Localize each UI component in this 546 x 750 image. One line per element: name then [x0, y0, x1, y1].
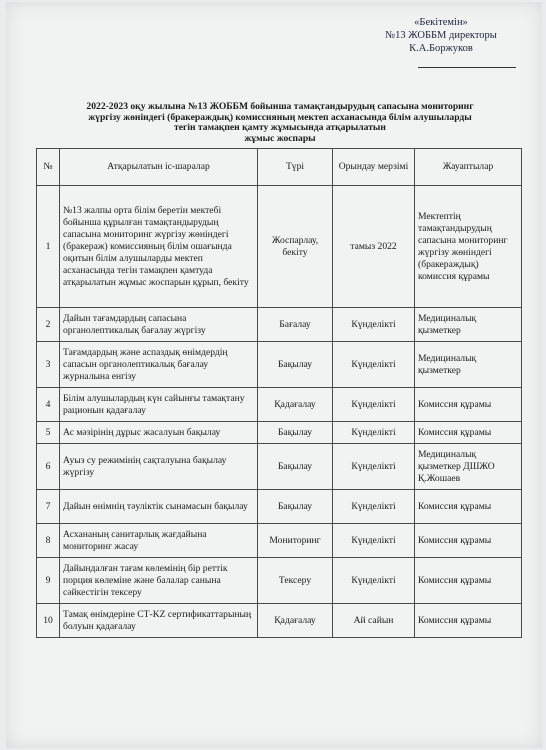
row-task: №13 жалпы орта білім беретін мектебі бойынша құрылған тамақтандырудың сапасына мониторинг жүргізу жөніндегі (бракераж) комиссияның білім ошағында оқитын білім алушыларды мектеп асханасында тегін тамақпен қамтуда атқарылатын жұмыс жоспарын құрып, бекіту: [60, 186, 258, 308]
row-number: 9: [37, 558, 60, 604]
title-line-4: жұмыс жоспары: [244, 132, 316, 144]
approval-name: К.А.Боржуков: [409, 43, 473, 54]
approval-title: «Бекітемін»: [414, 17, 468, 28]
row-deadline: Күнделікті: [333, 490, 415, 524]
table-header-row: [37, 149, 522, 186]
header-task: Атқарылатын іс-шаралар: [60, 149, 258, 186]
table-row: [37, 308, 522, 342]
header-deadline: Орындау мерзімі: [333, 149, 415, 186]
header-type: Түрі: [258, 149, 333, 186]
row-deadline: Күнделікті: [333, 422, 415, 444]
row-responsible: Комиссия құрамы: [415, 524, 522, 558]
row-number: 4: [37, 388, 60, 422]
row-responsible: Комиссия құрамы: [415, 604, 522, 638]
row-type: Жоспарлау, бекіту: [258, 186, 333, 308]
row-deadline: Күнделікті: [333, 524, 415, 558]
row-deadline: Күнделікті: [333, 558, 415, 604]
row-responsible: Мектептің тамақтандырудың сапасына мониторинг жүргізу жөніндегі (бракераждық) комиссия құрамы: [415, 186, 522, 308]
row-number: 1: [37, 186, 60, 308]
row-task: Асхананың санитарлық жағдайына мониторинг жасау: [60, 524, 258, 558]
work-plan-table: [36, 148, 522, 638]
document-title: [36, 102, 524, 144]
row-deadline: тамыз 2022: [333, 186, 415, 308]
header-number: №: [37, 149, 60, 186]
row-task: Тамақ өнімдеріне СТ-KZ сертификаттарының болуын қадағалау: [60, 604, 258, 638]
row-deadline: Күнделікті: [333, 308, 415, 342]
row-number: 10: [37, 604, 60, 638]
row-number: 3: [37, 342, 60, 388]
title-line-3: тегін тамақпен қамту жұмысында атқарылатын: [174, 122, 386, 134]
row-task: Дайын тағамдардың сапасына органолептикалық бағалау жүргізу: [60, 308, 258, 342]
row-type: Бақылау: [258, 342, 333, 388]
row-type: Бағалау: [258, 308, 333, 342]
row-type: Мониторинг: [258, 524, 333, 558]
approval-stamp: [366, 16, 516, 68]
row-task: Ас мәзірінің дұрыс жасалуын бақылау: [60, 422, 258, 444]
table-row: [37, 558, 522, 604]
table-row: [37, 422, 522, 444]
title-line-1: 2022-2023 оқу жылына №13 ЖОББМ бойынша тамақтандырудың сапасына мониторинг: [86, 101, 474, 112]
row-number: 5: [37, 422, 60, 444]
row-task: Дайындалған тағам көлемінің бір реттік порция көлеміне және балалар санына сәйкестігін тексеру: [60, 558, 258, 604]
signature-line: [418, 57, 516, 68]
row-responsible: Комиссия құрамы: [415, 388, 522, 422]
approval-position: №13 ЖОББМ директоры: [385, 30, 497, 41]
row-type: Бақылау: [258, 490, 333, 524]
row-responsible: Комиссия құрамы: [415, 422, 522, 444]
row-type: Қадағалау: [258, 604, 333, 638]
title-line-2: жүргізу жөніндегі (бракераждық) комиссияның мектеп асханасында білім алушыларды: [88, 111, 472, 123]
row-task: Ауыз су режимінің сақталуына бақылау жүргізу: [60, 444, 258, 490]
row-task: Дайын өнімнің тәуліктік сынамасын бақылау: [60, 490, 258, 524]
table-row: [37, 342, 522, 388]
row-deadline: Күнделікті: [333, 342, 415, 388]
table-row: [37, 604, 522, 638]
row-task: Тағамдардың және аспаздық өнімдердің сапасын органолептикалық бағалау журналына енгізу: [60, 342, 258, 388]
row-number: 7: [37, 490, 60, 524]
row-responsible: Медициналық қызметкер: [415, 342, 522, 388]
table-row: [37, 444, 522, 490]
row-responsible: Медициналық қызметкер ДШЖО Қ.Жошаев: [415, 444, 522, 490]
table-row: [37, 490, 522, 524]
row-number: 8: [37, 524, 60, 558]
row-responsible: Медициналық қызметкер: [415, 308, 522, 342]
row-responsible: Комиссия құрамы: [415, 490, 522, 524]
document-page: [6, 2, 542, 748]
row-task: Білім алушылардың күн сайынғы тамақтану рационын қадағалау: [60, 388, 258, 422]
row-deadline: Күнделікті: [333, 444, 415, 490]
table-body: [37, 186, 522, 638]
table-row: [37, 524, 522, 558]
row-type: Қадағалау: [258, 388, 333, 422]
row-deadline: Ай сайын: [333, 604, 415, 638]
table-row: [37, 186, 522, 308]
row-responsible: Комиссия құрамы: [415, 558, 522, 604]
row-type: Бақылау: [258, 444, 333, 490]
table-row: [37, 388, 522, 422]
row-number: 6: [37, 444, 60, 490]
row-deadline: Күнделікті: [333, 388, 415, 422]
row-type: Бақылау: [258, 422, 333, 444]
row-number: 2: [37, 308, 60, 342]
header-responsible: Жауаптылар: [415, 149, 522, 186]
row-type: Тексеру: [258, 558, 333, 604]
